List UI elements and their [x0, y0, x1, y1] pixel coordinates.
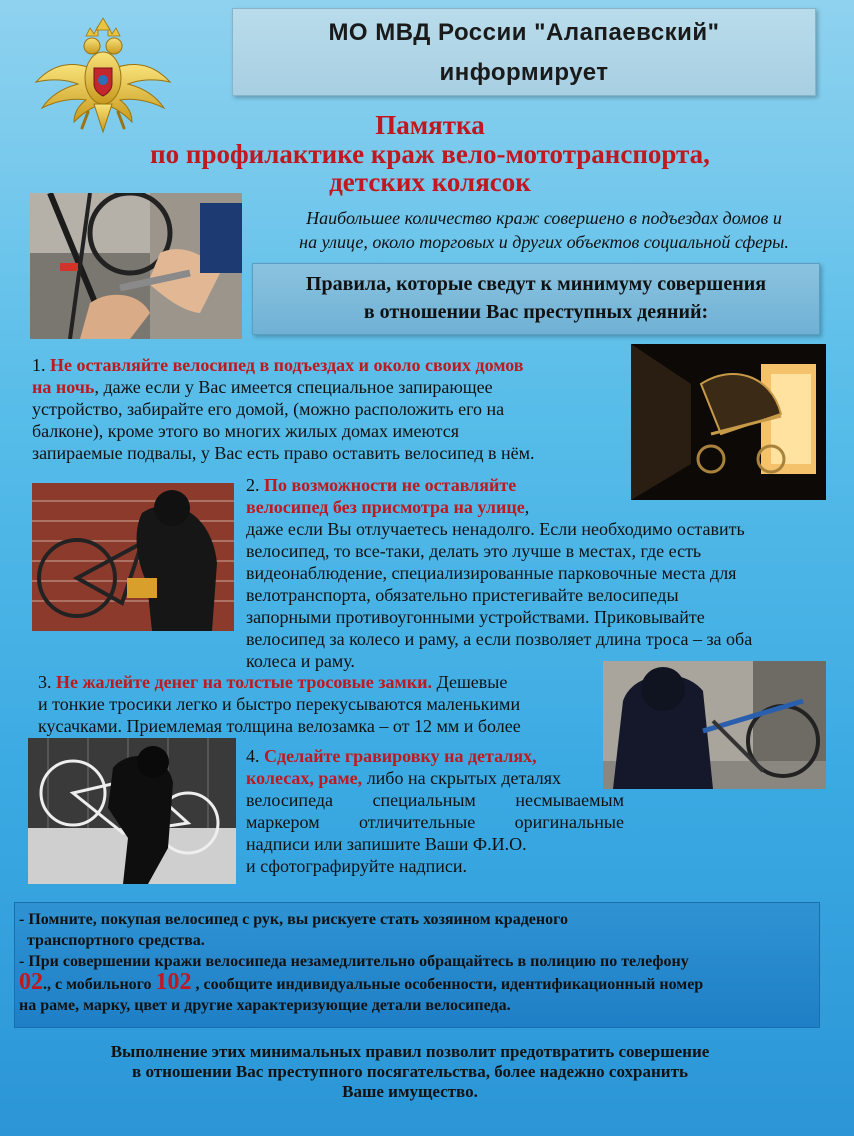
closing-text [40, 1042, 780, 1102]
rule-2-line-9: колеса и раму. [246, 651, 355, 671]
title-strollers: детских колясок [329, 167, 531, 197]
photo-thief-brick-wall [32, 483, 234, 631]
rule-1-line-2 [32, 376, 632, 398]
rule-3-number: 3. [38, 672, 56, 692]
closing-line-1: Выполнение этих минимальных правил позволит предотвратить совершение [110, 1042, 710, 1061]
notice-item-2-mid: ., с мобильного [43, 976, 156, 993]
notice-item-2-line-1: - При совершении кражи велосипеда незамедлительно обращайтесь в полицию по телефону [19, 953, 689, 970]
rule-1-line-5: запираемые подвалы, у Вас есть право оставить велосипед в нём. [32, 443, 535, 463]
rule-4-highlight-b: колесах, раме, [246, 768, 363, 788]
header-informs: информирует [439, 59, 609, 86]
rule-2-line-4: велосипед, то все-таки, делать это лучше в местах, где есть [246, 541, 702, 561]
intro-line-1: Наибольшее количество краж совершено в подъездах домов и [306, 208, 782, 228]
rule-4-text-b: либо на скрытых деталях [362, 768, 562, 788]
intro-text [254, 206, 834, 254]
rule-4-line-2 [246, 767, 624, 789]
closing-line-3: Ваше имущество. [342, 1082, 478, 1101]
header-organization: МО МВД России "Алапаевский" [328, 19, 720, 46]
phone-number-102: 102 [155, 969, 192, 995]
rule-3-line-3: кусачками. Приемлемая толщина велозамка – от 12 мм и более [38, 716, 521, 736]
rule-2 [246, 474, 836, 672]
rule-2-highlight-b: велосипед без присмотра на улице [246, 497, 525, 517]
police-emblem-icon [28, 12, 178, 148]
rule-1-line-1 [32, 354, 632, 376]
rules-heading-line-2: в отношении Вас преступных деяний: [363, 301, 709, 323]
rule-1-highlight-b: на ночь [32, 377, 95, 397]
photo-thief-carrying-bike [28, 738, 236, 884]
rule-2-line-5: видеонаблюдение, специализированные парковочные места для [246, 563, 737, 583]
rule-1-text-a: , даже если у Вас имеется специальное запирающее [94, 377, 493, 397]
notice-item-2-line-2 [19, 969, 815, 995]
rule-1-line-4: балконе), кроме этого во многих жилых домах имеются [32, 421, 460, 441]
photo-thief-bolt-cutters [603, 661, 826, 789]
rule-3-highlight: Не жалейте денег на толстые тросовые замки. [56, 672, 432, 692]
notice-item-1-line-2: транспортного средства. [19, 932, 205, 949]
closing-line-2: в отношении Вас преступного посягательства, более надежно сохранить [132, 1062, 688, 1081]
rule-2-line-1 [246, 474, 836, 496]
rules-heading-box [252, 263, 820, 335]
rule-3-text-a: Дешевые [431, 672, 508, 692]
rule-2-text-b: , [524, 497, 530, 517]
rule-1-number: 1. [32, 355, 50, 375]
rules-heading-line-1: Правила, которые сведут к минимуму совершения [305, 273, 767, 295]
header-banner [232, 8, 816, 96]
notice-item-1-line-1: - Помните, покупая велосипед с рук, вы рискуете стать хозяином краденого [19, 911, 568, 928]
rule-3 [38, 671, 608, 737]
rule-1-line-3: устройство, забирайте его домой, (можно расположить его на [32, 399, 505, 419]
rule-1-highlight-a: Не оставляйте велосипед в подъездах и около своих домов [50, 355, 524, 375]
rule-4 [246, 745, 624, 877]
rule-2-line-3: даже если Вы отлучаетесь ненадолго. Если необходимо оставить [246, 519, 745, 539]
rule-3-line-2: и тонкие тросики легко и быстро перекусываются маленькими [38, 694, 521, 714]
rule-2-line-2 [246, 496, 836, 518]
notice-item-2-tail: , сообщите индивидуальные особенности, идентификационный номер [191, 976, 704, 993]
rule-4-line-1 [246, 745, 624, 767]
rule-4-line-6: и сфотографируйте надписи. [246, 856, 467, 876]
rule-2-highlight-a: По возможности не оставляйте [264, 475, 517, 495]
notice-item-2-line-3: на раме, марку, цвет и другие характеризующие детали велосипеда. [19, 997, 511, 1014]
title-subject: по профилактике краж вело-мототранспорта, [150, 139, 710, 169]
photo-cutting-lock [30, 193, 242, 339]
rule-2-number: 2. [246, 475, 264, 495]
rule-4-line-4: маркером отличительные оригинальные [246, 812, 624, 832]
rule-4-line-3: велосипеда специальным несмываемым [246, 790, 624, 810]
rule-1 [32, 354, 632, 464]
notice-box [14, 902, 820, 1028]
rule-2-line-6: велотранспорта, обязательно пристегивайте велосипеды [246, 585, 679, 605]
rule-3-line-1 [38, 671, 608, 693]
rule-4-highlight-a: Сделайте гравировку на деталях, [264, 746, 537, 766]
rule-2-line-8: велосипед за колесо и раму, а если позволяет длина троса – за оба [246, 629, 753, 649]
rule-4-line-5: надписи или запишите Ваши Ф.И.О. [246, 834, 527, 854]
rule-4-number: 4. [246, 746, 264, 766]
rule-2-line-7: запорными противоугонными устройствами. Приковывайте [246, 607, 705, 627]
phone-number-02: 02 [19, 969, 43, 995]
title-memo: Памятка [375, 110, 485, 140]
intro-line-2: на улице, около торговых и других объектов социальной сферы. [299, 232, 789, 252]
